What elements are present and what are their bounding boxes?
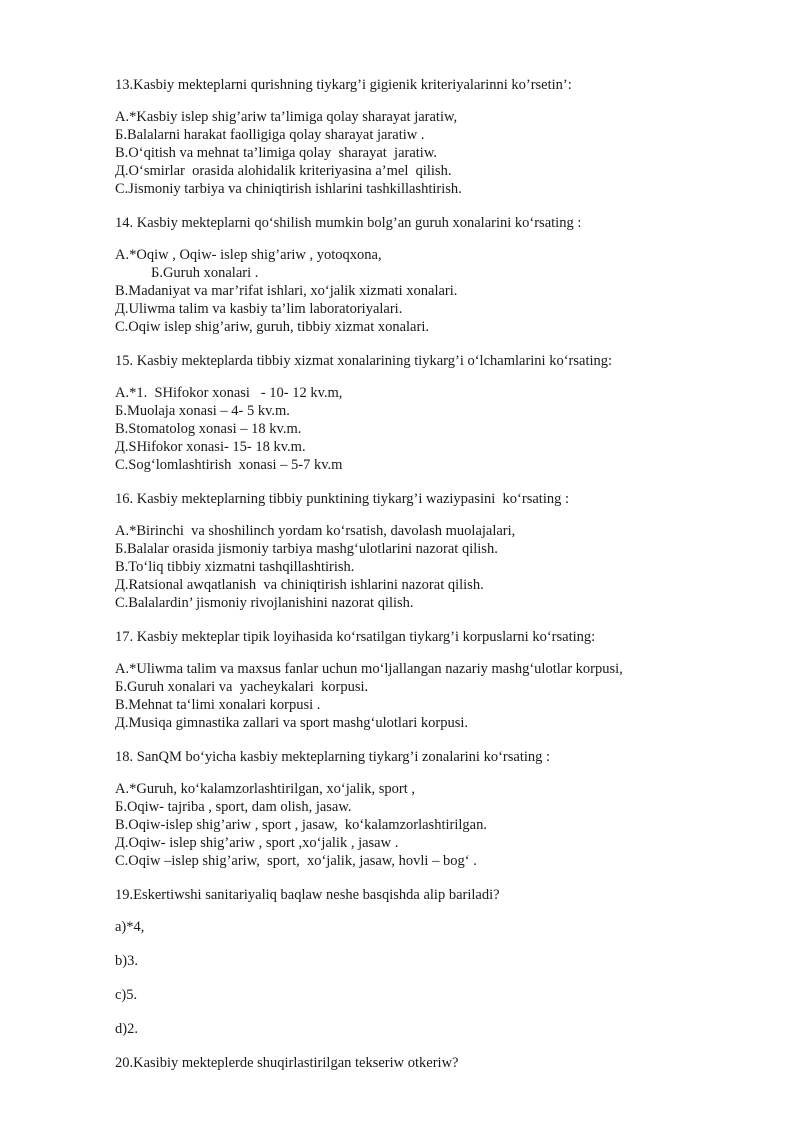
answer-option: B.Mehnat ta‘limi xonalari korpusi . — [115, 697, 321, 713]
question-19 — [115, 886, 775, 1038]
question-title: 17. Kasbiy mekteplar tipik loyihasida ko‘rsatilgan tiykarg’i korpuslarni ko‘rsating: — [115, 629, 596, 645]
question-18 — [115, 748, 775, 870]
question-15 — [115, 352, 775, 474]
answer-option: Б.Oqiw- tajriba , sport, dam olish, jasaw. — [115, 799, 352, 815]
question-14 — [115, 214, 775, 336]
answer-option: Д.Uliwma talim va kasbiy ta’lim laboratoriyalari. — [115, 301, 403, 317]
answer-option: A.*Kasbiy islep shig’ariw ta’limiga qolay sharayat jaratiw, — [115, 109, 458, 125]
question-13 — [115, 76, 775, 198]
answer-option: B.Stomatolog xonasi – 18 kv.m. — [115, 421, 302, 437]
answer-option: B.Oqiw-islep shig’ariw , sport , jasaw, ko‘kalamzorlashtirilgan. — [115, 817, 487, 833]
answer-option: A.*1. SHifokor xonasi - 10- 12 kv.m, — [115, 385, 343, 401]
question-title: 19.Eskertiwshi sanitariyaliq baqlaw neshe basqishda alip bariladi? — [115, 887, 500, 903]
question-17 — [115, 628, 775, 732]
question-title: 20.Kasibiy mekteplerde shuqirlastirilgan tekseriw otkeriw? — [115, 1055, 459, 1071]
document-page — [115, 76, 775, 1072]
answer-option: C.Oqiw –islep shig’ariw, sport, xo‘jalik, jasaw, hovli – bog‘ . — [115, 853, 477, 869]
answer-option: a)*4, — [115, 919, 145, 935]
answer-option: Б.Balalar orasida jismoniy tarbiya mashg‘ulotlarini nazorat qilish. — [115, 541, 498, 557]
answer-option: b)3. — [115, 953, 138, 969]
answer-option: d)2. — [115, 1021, 138, 1037]
answer-option: C.Jismoniy tarbiya va chiniqtirish ishlarini tashkillashtirish. — [115, 181, 462, 197]
question-16 — [115, 490, 775, 612]
answer-option: A.*Uliwma talim va maxsus fanlar uchun mo‘ljallangan nazariy mashg‘ulotlar korpusi, — [115, 661, 623, 677]
answer-option: Д.Ratsional awqatlanish va chiniqtirish ishlarini nazorat qilish. — [115, 577, 484, 593]
answer-option: C.Sog‘lomlashtirish xonasi – 5-7 kv.m — [115, 457, 343, 473]
answer-option: B.O‘qitish va mehnat ta’limiga qolay sharayat jaratiw. — [115, 145, 437, 161]
answer-option: C.Balalardin’ jismoniy rivojlanishini nazorat qilish. — [115, 595, 414, 611]
answer-option: Д.Oqiw- islep shig’ariw , sport ,xo‘jalik , jasaw . — [115, 835, 399, 851]
answer-option: Д.Musiqa gimnastika zallari va sport mashg‘ulotlari korpusi. — [115, 715, 468, 731]
question-title: 13.Kasbiy mekteplarni qurishning tiykarg’i gigienik kriteriyalarinni ko’rsetin’: — [115, 77, 572, 93]
answer-option: Б.Muolaja xonasi – 4- 5 kv.m. — [115, 403, 290, 419]
answer-option: A.*Guruh, ko‘kalamzorlashtirilgan, xo‘jalik, sport , — [115, 781, 416, 797]
answer-option: Б.Guruh xonalari . — [151, 265, 259, 281]
answer-option: B.Madaniyat va mar’rifat ishlari, xo‘jalik xizmati xonalari. — [115, 283, 458, 299]
question-title: 15. Kasbiy mekteplarda tibbiy xizmat xonalarining tiykarg’i o‘lchamlarini ko‘rsating: — [115, 353, 613, 369]
answer-option: B.To‘liq tibbiy xizmatni tashqillashtirish. — [115, 559, 355, 575]
answer-option: c)5. — [115, 987, 138, 1003]
answer-option: C.Oqiw islep shig’ariw, guruh, tibbiy xizmat xonalari. — [115, 319, 429, 335]
answer-option: A.*Birinchi va shoshilinch yordam ko‘rsatish, davolash muolajalari, — [115, 523, 516, 539]
answer-option: Б.Guruh xonalari va yacheykalari korpusi. — [115, 679, 369, 695]
question-title: 18. SanQM bo‘yicha kasbiy mekteplarning tiykarg’i zonalarini ko‘rsating : — [115, 749, 551, 765]
question-title: 16. Kasbiy mekteplarning tibbiy punktining tiykarg’i waziypasini ko‘rsating : — [115, 491, 569, 507]
answer-option: Д.O‘smirlar orasida alohidalik kriteriyasina a’mel qilish. — [115, 163, 452, 179]
answer-option: A.*Oqiw , Oqiw- islep shig’ariw , yotoqxona, — [115, 247, 382, 263]
question-title: 14. Kasbiy mekteplarni qo‘shilish mumkin bolg’an guruh xonalarini ko‘rsating : — [115, 215, 582, 231]
answer-option: Д.SHifokor xonasi- 15- 18 kv.m. — [115, 439, 306, 455]
answer-option: Б.Balalarni harakat faolligiga qolay sharayat jaratiw . — [115, 127, 425, 143]
question-20 — [115, 1054, 775, 1072]
